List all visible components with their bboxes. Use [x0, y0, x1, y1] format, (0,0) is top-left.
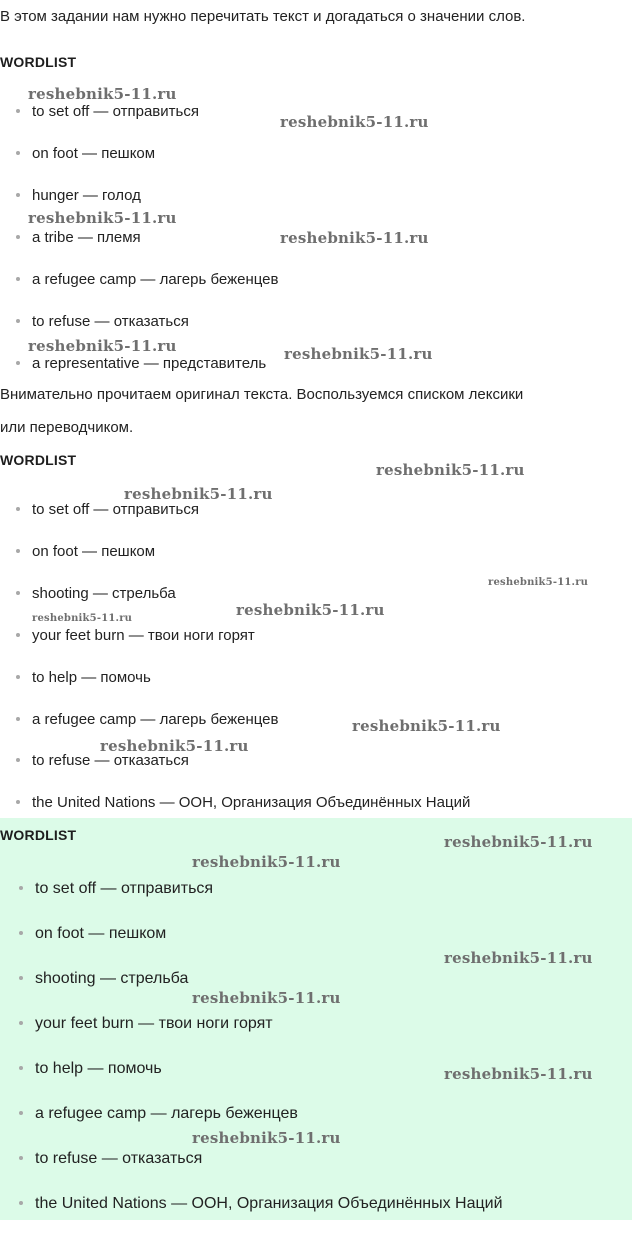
bullet-icon [16, 277, 20, 281]
list-item: on foot — пешком [16, 145, 155, 163]
intro-paragraph: Внимательно прочитаем оригинал текста. Воспользуемся списком лексики [0, 386, 524, 403]
intro-paragraph: В этом задании нам нужно перечитать текст и догадаться о значении слов. [0, 8, 526, 25]
watermark: reshebnik5-11.ru [352, 717, 501, 735]
list-item: to set off — отправиться [16, 501, 199, 519]
list-item: the United Nations — ООН, Организация Объединённых Наций [19, 1195, 503, 1213]
list-item: to refuse — отказаться [19, 1150, 202, 1168]
watermark: reshebnik5-11.ru [28, 209, 177, 227]
list-item: a refugee camp — лагерь беженцев [16, 271, 278, 289]
bullet-icon [16, 319, 20, 323]
watermark: reshebnik5-11.ru [32, 613, 133, 624]
watermark: reshebnik5-11.ru [192, 853, 341, 871]
list-item: to set off — отправиться [16, 103, 199, 121]
bullet-icon [19, 1066, 23, 1070]
list-item: shooting — стрельба [19, 970, 188, 988]
watermark: reshebnik5-11.ru [284, 345, 433, 363]
watermark: reshebnik5-11.ru [236, 601, 385, 619]
list-item: to refuse — отказаться [16, 313, 189, 331]
watermark: reshebnik5-11.ru [444, 949, 593, 967]
bullet-icon [16, 193, 20, 197]
bullet-icon [16, 717, 20, 721]
list-item: a tribe — племя [16, 229, 141, 247]
bullet-icon [16, 633, 20, 637]
intro-paragraph: или переводчиком. [0, 419, 134, 436]
list-item: to set off — отправиться [19, 880, 213, 898]
list-item: on foot — пешком [19, 925, 166, 943]
watermark: reshebnik5-11.ru [192, 1129, 341, 1147]
watermark: reshebnik5-11.ru [376, 461, 525, 479]
list-item: to refuse — отказаться [16, 752, 189, 770]
watermark: reshebnik5-11.ru [28, 337, 177, 355]
wordlist-title: WORDLIST [0, 827, 77, 843]
list-item: hunger — голод [16, 187, 141, 205]
watermark: reshebnik5-11.ru [192, 989, 341, 1007]
wordlist-title: WORDLIST [0, 452, 77, 468]
watermark: reshebnik5-11.ru [488, 577, 589, 588]
watermark: reshebnik5-11.ru [280, 229, 429, 247]
bullet-icon [16, 675, 20, 679]
highlighted-wordlist [0, 818, 632, 1220]
watermark: reshebnik5-11.ru [444, 833, 593, 851]
list-item: shooting — стрельба [16, 585, 176, 603]
bullet-icon [19, 886, 23, 890]
list-item: a refugee camp — лагерь беженцев [16, 711, 278, 729]
list-item: your feet burn — твои ноги горят [16, 627, 255, 645]
list-item: the United Nations — ООН, Организация Объединённых Наций [16, 794, 470, 812]
bullet-icon [19, 931, 23, 935]
watermark: reshebnik5-11.ru [444, 1065, 593, 1083]
bullet-icon [16, 800, 20, 804]
wordlist-title: WORDLIST [0, 54, 77, 70]
bullet-icon [16, 758, 20, 762]
bullet-icon [16, 549, 20, 553]
list-item: your feet burn — твои ноги горят [19, 1015, 273, 1033]
list-item: to help — помочь [16, 669, 151, 687]
watermark: reshebnik5-11.ru [124, 485, 273, 503]
watermark: reshebnik5-11.ru [280, 113, 429, 131]
watermark: reshebnik5-11.ru [100, 737, 249, 755]
list-item: a refugee camp — лагерь беженцев [19, 1105, 298, 1123]
list-item: to help — помочь [19, 1060, 162, 1078]
list-item: on foot — пешком [16, 543, 155, 561]
bullet-icon [16, 151, 20, 155]
bullet-icon [16, 109, 20, 113]
bullet-icon [16, 361, 20, 365]
watermark: reshebnik5-11.ru [28, 85, 177, 103]
bullet-icon [16, 591, 20, 595]
bullet-icon [19, 1156, 23, 1160]
bullet-icon [19, 976, 23, 980]
bullet-icon [19, 1111, 23, 1115]
bullet-icon [16, 235, 20, 239]
bullet-icon [19, 1201, 23, 1205]
list-item: a representative — представитель [16, 355, 266, 373]
bullet-icon [19, 1021, 23, 1025]
bullet-icon [16, 507, 20, 511]
